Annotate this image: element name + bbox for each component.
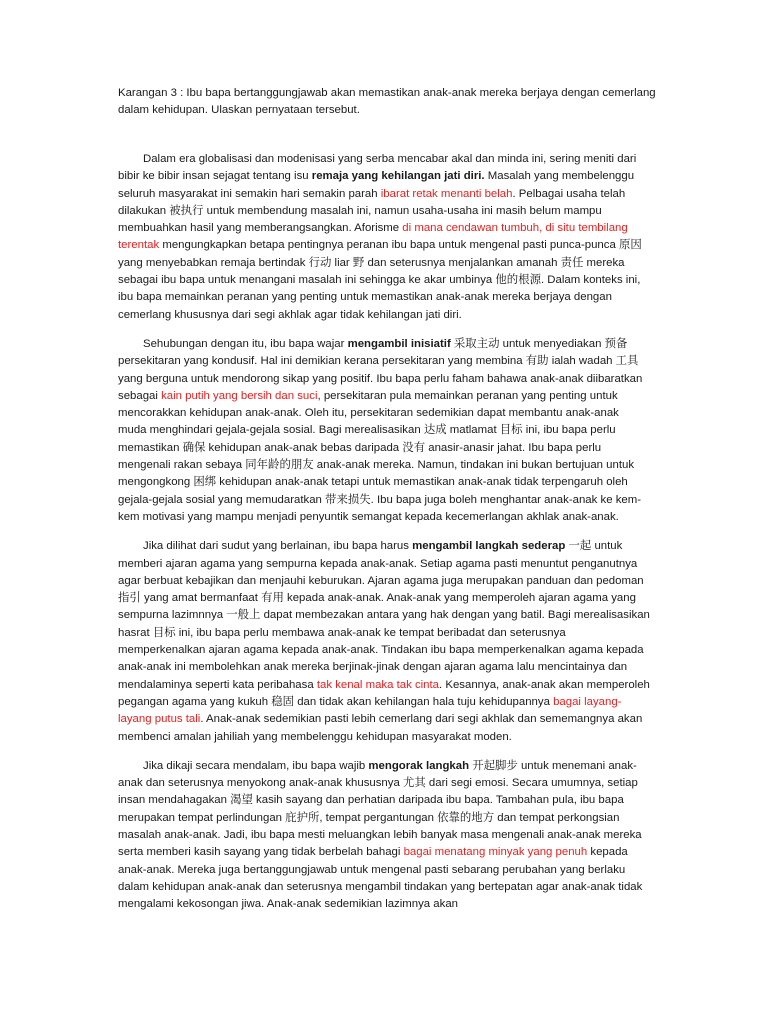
highlighted-proverb: kain putih yang bersih dan suci [161,389,318,402]
paragraph-text: Sehubungan dengan itu, ibu bapa wajar [143,337,348,350]
paragraph-text: . Pelbagai usaha telah dilakukan 被执行 untuk membendung masalah ini, namun usaha-usaha ini masih belum mampu membuahkan hasil yang memberangsangkan. Aforisme [118,187,626,235]
bold-phrase: mengorak langkah [368,759,470,772]
paragraph-text: 采取主动 untuk menyediakan 预备 persekitaran yang kondusif. Hal ini demikian kerana persekitaran yang membina 有助 ialah wadah 工具 yang berguna untuk mendorong sikap yang positif. Ibu bapa perlu faham bahawa anak-anak diibaratkan sebagai [118,337,643,402]
paragraph-text: , persekitaran pula memainkan peranan yang penting untuk mencorakkan kehidupan anak-anak. Oleh itu, persekitaran sedemikian dapat membantu anak-anak muda menghindari gejala-gejala sosial. Bagi merealisasikan 达成 matlamat 目标 ini, ibu bapa perlu memastikan 确保 kehidupan anak-anak bebas daripada 没有 anasir-anasir jahat. Ibu bapa perlu mengenali rakan sebaya 同年龄的朋友 anak-anak mereka. Namun, tindakan ini bukan bertujuan untuk mengongkong 困绑 kehidupan anak-anak tetapi untuk memastikan anak-anak tidak terpengaruh oleh gejala-gejala sosial yang memudaratkan 带来损失. Ibu bapa juga boleh menghantar anak-anak ke kem-kem motivasi yang mampu menjadi penyuntik semangat kepada kecemerlangan akhlak anak-anak. [118,389,642,523]
paragraph-text: 开起脚步 untuk menemani anak-anak dan seterusnya menyokong anak-anak khususnya 尤其 dari segi emosi. Secara umumnya, setiap insan mendahagakan 渴望 kasih sayang dan perhatian daripada ibu bapa. Tambahan pula, ibu bapa merupakan tempat perlindungan 庇护所, tempat pergantungan 依靠的地方 dan tempat perkongsian masalah anak-anak. Jadi, ibu bapa mesti meluangkan lebih banyak masa mengenali anak-anak mereka serta memberi kasih sayang yang tidak berbelah bahagi [118,759,642,859]
highlighted-proverb: ibarat retak menanti belah [380,187,513,200]
paragraph-text: Jika dikaji secara mendalam, ibu bapa wajib [143,759,369,772]
paragraph-text: . Kesannya, anak-anak akan memperoleh pegangan agama yang kukuh 稳固 dan tidak akan kehilangan hala tuju kehidupannya [118,678,650,708]
highlighted-proverb: bagai menatang minyak yang penuh [403,846,588,859]
bold-phrase: mengambil inisiatif [347,337,451,350]
paragraph-text: mengungkapkan betapa pentingnya peranan ibu bapa untuk mengenal pasti punca-punca 原因 yang menyebabkan remaja bertindak 行动 liar 野 dan seterusnya menjalankan amanah 责任 mereka sebagai ibu bapa untuk menangani masalah ini sehingga ke akar umbinya 他的根源. Dalam konteks ini, ibu bapa memainkan peranan yang penting untuk memastikan anak-anak mereka berjaya dengan cemerlang khususnya dari segi akhlak agar tidak kehilangan jati diri. [118,239,642,321]
essay-paragraph-3 [118,538,650,746]
highlighted-proverb: di mana cendawan tumbuh, di situ tembilang terentak [118,222,628,252]
essay-title: Karangan 3 : Ibu bapa bertanggungjawab akan memastikan anak-anak mereka berjaya dengan cemerlang dalam kehidupan. Ulaskan pernyataan tersebut. [118,87,656,116]
essay-paragraph-4 [118,758,650,914]
paragraph-text: . Anak-anak sedemikian pasti lebih cemerlang dari segi akhlak dan sememangnya akan membenci amalan jahiliah yang membelenggu kehidupan masyarakat moden. [118,713,643,743]
bold-phrase: mengambil langkah sederap [412,540,566,553]
highlighted-proverb: bagai layang-layang putus tali [118,695,622,726]
essay-paragraph-2 [118,336,650,526]
paragraph-text: 一起 untuk memberi ajaran agama yang sempurna kepada anak-anak. Setiap agama pasti menuntut penganutnya agar berbuat kebajikan dan menjauhi keburukan. Ajaran agama juga merupakan panduan dan pedoman 指引 yang amat bermanfaat 有用 kepada anak-anak. Anak-anak yang memperoleh ajaran agama yang sempurna lazimnnya 一般上 dapat membezakan antara yang hak dengan yang batil. Bagi merealisasikan hasrat 目标 ini, ibu bapa perlu membawa anak-anak ke tempat beribadat dan seterusnya memperkenalkan ajaran agama kepada anak-anak. Tindakan ibu bapa memperkenalkan agama kepada anak-anak ini membolehkan anak mereka berjinak-jinak dengan ajaran agama lalu mencintainya dan mendalaminya seperti kata peribahasa [118,540,650,691]
essay-paragraph-1 [118,151,650,324]
essay-body [118,151,650,925]
paragraph-text: Jika dilihat dari sudut yang berlainan, ibu bapa harus [143,540,413,553]
bold-phrase: remaja yang kehilangan jati diri. [311,170,485,183]
highlighted-proverb: tak kenal maka tak cinta [316,678,440,691]
paragraph-text: Masalah yang membelenggu seluruh masyarakat ini semakin hari semakin parah [118,170,635,200]
paragraph-text: kepada anak-anak. Mereka juga bertanggungjawab untuk mengenal pasti sebarang perubahan yang berlaku dalam kehidupan anak-anak dan seterusnya mengambil tindakan yang bertepatan agar anak-anak tidak mengalami kekosongan jiwa. Anak-anak sedemikian lazimnya akan [118,846,643,911]
paragraph-text: Dalam era globalisasi dan modenisasi yang serba mencabar akal dan minda ini, sering meniti dari bibir ke bibir insan sejagat tentang isu [118,153,637,183]
